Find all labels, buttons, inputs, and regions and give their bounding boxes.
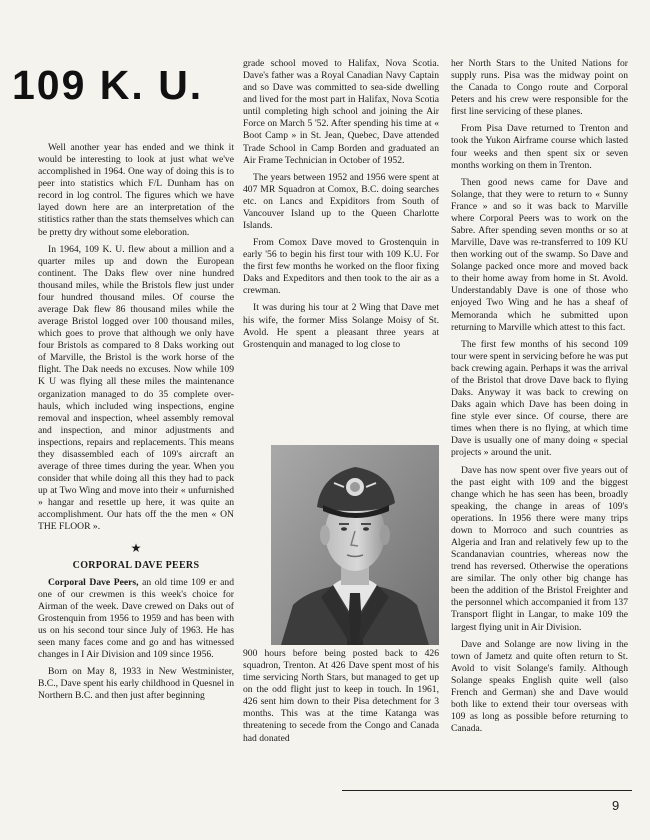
body-paragraph: Dave and Solange are now living in the town of Jametz and quite often return to St. Avold to visit Solange's family. Although Solange speaks English quite well (also French and German) she and Dave would both like to extend their tour overseas with 109 as long as possible before returning to Canada. [451,638,628,735]
column-right [451,0,628,840]
profile-paragraph [38,577,234,662]
profile-text: an old time 109 er and one of our crewmen is this week's choice for Airman of the week. Dave crewed on Daks out of Grostenquin from 1956 to 1959 and has been with us on his second tour since July of 1963. He has seen many faces come and go and has witnessed changes in I Air Division and 109 since 1956. [38,576,235,660]
intro-paragraph: Well another year has ended and we think it would be interesting to look at just what we've accomplished in 1964. One way of doing this is to peer into statistics which F/L Dunham has on record in log control. The figures which we have layed down here are an interpretation of the stitistics rather than the stats themselves which can be pretty dry without some eleboration. [38,142,234,238]
body-paragraph: her North Stars to the United Nations for supply runs. Pisa was the midway point on the Canada to Congo route and Corporal Peters and his crew were responsible for the first line servicing of these planes. [451,58,628,118]
star-separator: ★ [130,540,142,555]
column-middle-bottom [243,648,439,750]
body-paragraph: It was during his tour at 2 Wing that Dave met his wife, the former Miss Solange Moisy of St. Avold. He spent a pleasant three years at Grostenquin and managed to log close to [243,302,439,350]
body-paragraph: Dave has now spent over five years out of the past eight with 109 and the biggest change which he has seen has been, broadly speaking, the change in areas of 109's operations. In 1956 there were many trips down to Morroco and such countries as Algeria and Iran and relatively few up to the Scandanavian countries, whereas now the trend has reversed. Otherwise the operations are similar. The only other big change has been the addition of the Bristol Freighter and the personnel which accompanied it from 137 Transport flight in Langar, to make 109 the largest flying unit in Air Division. [451,464,628,633]
body-paragraph: 900 hours before being posted back to 426 squadron, Trenton. At 426 Dave spent most of his time servicing North Stars, but managed to get up on the odd flight just to keep in touch. In 1961, 426 sent him down to their Pisa detechment for 3 months. This was at the time Katanga was threatening to secede from the Congo and Canada had donated [243,648,439,744]
profile-lead: Corporal Dave Peers, [48,576,139,588]
column-left-text [38,142,234,707]
body-paragraph: grade school moved to Halifax, Nova Scotia. Dave's father was a Royal Canadian Navy Captain and so Dave was committed to sea-side dwelling and lived for the most part in Halifax, Nova Scotia until completing high school and joining the Air Force on March 5 '52. After spending his time at « Boot Camp » in St. Jean, Quebec, Dave attended Trade School in Camp Borden and graduated an Air Frame Technician in October of 1952. [243,58,439,166]
body-paragraph: The first few months of his second 109 tour were spent in servicing before he was put back crewing again. Perhaps it was the arrival of the Bristol that drove Dave back to flying Daks. Anyway it was back to crewing on Daks again which Dave has been doing in fine style ever since. Of course, there are times when there is no flying, at which time Dave is usually one of many doing « special projects » around the unit. [451,338,628,459]
section-heading: CORPORAL DAVE PEERS [72,559,200,571]
page-number: 9 [612,798,620,813]
body-paragraph: Born on May 8, 1933 in New Westminister, B.C., Dave spent his early childhood in Quesnel in Northern B.C. and then just after beginning [38,666,234,702]
column-middle-top [243,58,439,356]
footer-rule [342,790,632,791]
column-right-text [451,58,628,740]
article-title: 109 K. U. [12,62,204,108]
body-paragraph: Then good news came for Dave and Solange, that they were to return to « Sunny France » and so it was back to Marville where Corporal Peers was to work on the Sabre. After spending seven months or so at Marville, Dave was re-transferred to 109 KU then working out of the swamp. So Dave and Solange packed once more and moved back to their home away from home in St. Avold. Understandably Dave is one of those who enjoyed Two Wing and he has a sheaf of Memoranda which he submitted upon returning to Marville which attest to this fact. [451,176,628,333]
portrait-photo [271,445,439,645]
intro-paragraph: In 1964, 109 K. U. flew about a million and a quarter miles up and down the European continent. The Daks flew over nine hundred thousand miles, while the Bristols flew just under four hundred thousand miles. Of course the average Dak flew 86 thousand miles while the average Bristol logged over 100 thousand miles, which goes to prove that although we only have four Bristols as compared to 8 Daks working out of Marville, the Bristol is the work horse of the flight. The Dak needs no excuses. Now while 109 K U was flying all these miles the maintenance organization managed to do 35 complete over-hauls, which included wing inspections, engine removal and inspection, wheel assembly removal and inspection, and minor adjustments and inspections, repairs and replacements. This means they disassembled each of 109's aircraft an average of three times during the year. When you consider that while doing all this they had to pack up at Two Wing and move into their « unfurnished » hangar and resettle up here, it was quite an accomplishment. Our hats off the the men « ON THE FLOOR ». [38,243,234,533]
body-paragraph: From Pisa Dave returned to Trenton and took the Yukon Airframe course which lasted four weeks and then spent six or seven months working on them in Trenton. [451,123,628,171]
portrait-image [271,445,439,645]
body-paragraph: From Comox Dave moved to Grostenquin in early '56 to begin his first tour with 109 K.U. For the first few months he worked on the floor fixing Daks and Expeditors and then took to the air as a crewman. [243,237,439,297]
column-left [38,0,234,840]
body-paragraph: The years between 1952 and 1956 were spent at 407 MR Squadron at Comox, B.C. doing searches etc. on Lancs and Expiditors from South of Vancouver Island up to the Queen Charlotte Islands. [243,171,439,232]
column-middle [243,0,439,840]
